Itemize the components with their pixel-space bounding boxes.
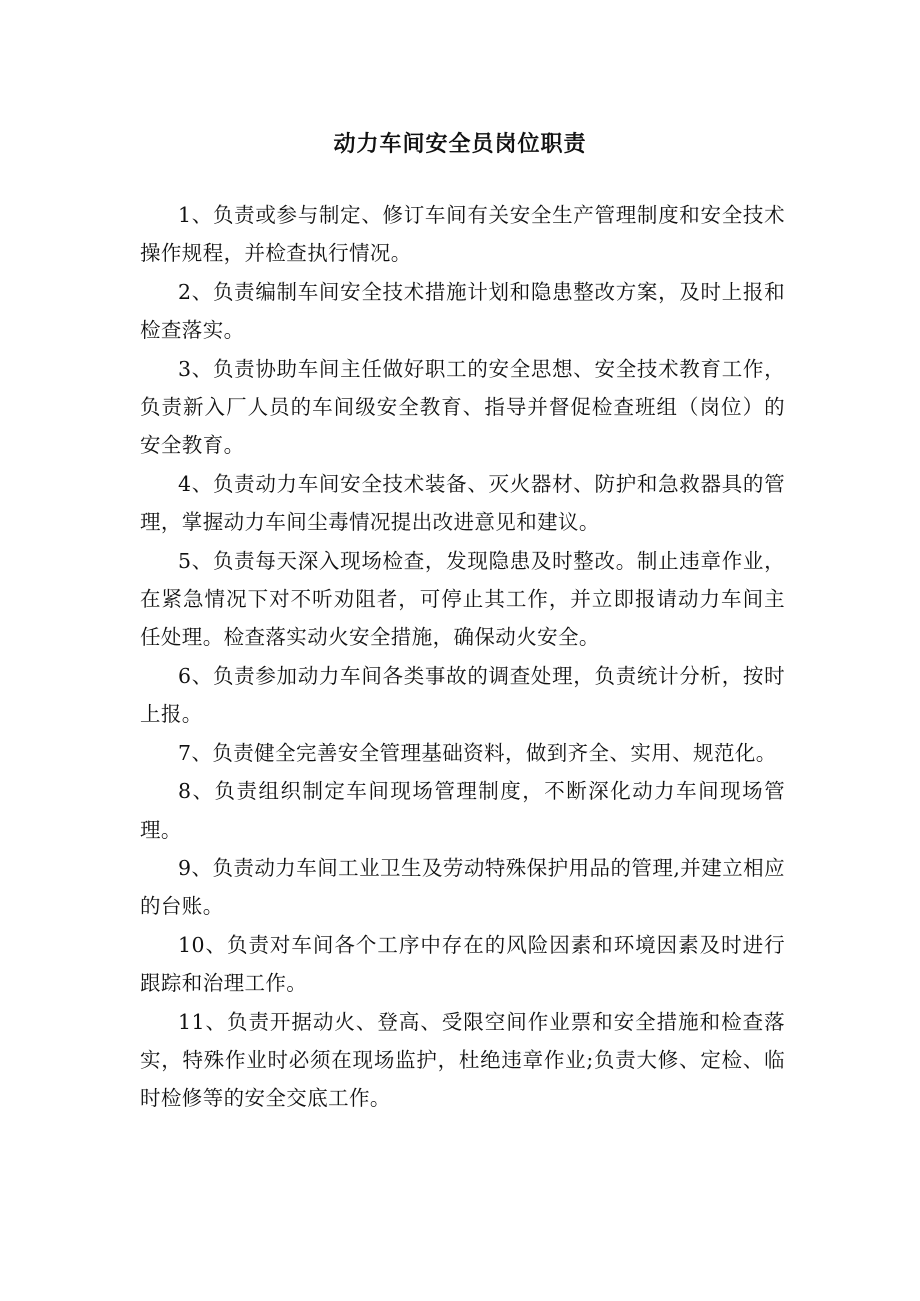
duty-item-7: 7、负责健全完善安全管理基础资料，做到齐全、实用、规范化。 xyxy=(178,740,777,765)
duty-list xyxy=(140,196,785,1118)
document-title: 动力车间安全员岗位职责 xyxy=(333,132,587,157)
duty-item-6: 6、负责参加动力车间各类事故的调查处理，负责统计分析，按时上报。 xyxy=(140,663,785,727)
duty-item-9: 9、负责动力车间工业卫生及劳动特殊保护用品的管理,并建立相应的台账。 xyxy=(140,855,785,919)
duty-item-1: 1、负责或参与制定、修订车间有关安全生产管理制度和安全技术操作规程，并检查执行情况。 xyxy=(140,203,785,266)
duty-item-5: 5、负责每天深入现场检查，发现隐患及时整改。制止违章作业，在紧急情况下对不听劝阻者，可停止其工作，并立即报请动力车间主任处理。检查落实动火安全措施，确保动火安全。 xyxy=(140,548,785,650)
duty-item-8: 8、负责组织制定车间现场管理制度，不断深化动力车间现场管理。 xyxy=(140,779,785,842)
duty-item-4: 4、负责动力车间安全技术装备、灭火器材、防护和急救器具的管理，掌握动力车间尘毒情况提出改进意见和建议。 xyxy=(140,471,785,535)
duty-item-3: 3、负责协助车间主任做好职工的安全思想、安全技术教育工作，负责新入厂人员的车间级安全教育、指导并督促检查班组（岗位）的安全教育。 xyxy=(140,356,785,458)
duty-item-11: 11、负责开据动火、登高、受限空间作业票和安全措施和检查落实，特殊作业时必须在现场监护，杜绝违章作业;负责大修、定检、临时检修等的安全交底工作。 xyxy=(140,1009,785,1111)
duty-item-10: 10、负责对车间各个工序中存在的风险因素和环境因素及时进行跟踪和治理工作。 xyxy=(140,932,785,996)
duty-item-2: 2、负责编制车间安全技术措施计划和隐患整改方案，及时上报和检查落实。 xyxy=(140,279,785,343)
